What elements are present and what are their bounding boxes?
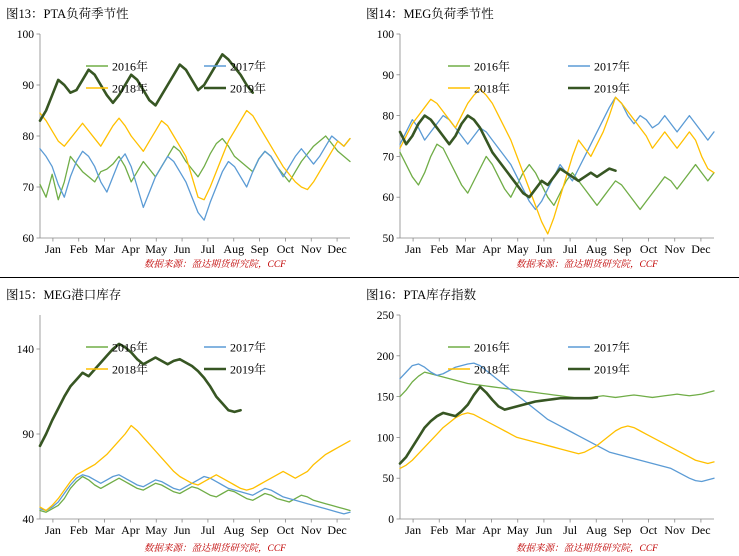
svg-text:100: 100 — [376, 29, 394, 41]
svg-text:Jan: Jan — [405, 523, 422, 537]
svg-text:90: 90 — [22, 80, 34, 92]
svg-text:Feb: Feb — [430, 242, 449, 256]
svg-text:Nov: Nov — [300, 242, 322, 256]
svg-text:Feb: Feb — [69, 523, 88, 537]
source-note-16: 数据来源：盈达期货研究院，CCF — [516, 544, 658, 554]
svg-text:70: 70 — [22, 182, 34, 194]
svg-text:Nov: Nov — [664, 242, 686, 256]
svg-text:Jan: Jan — [44, 242, 61, 256]
svg-text:2017年: 2017年 — [230, 340, 267, 355]
svg-text:2017年: 2017年 — [594, 59, 631, 74]
svg-text:150: 150 — [376, 391, 394, 404]
panel-chart-15 — [6, 285, 366, 553]
svg-text:2017年: 2017年 — [230, 59, 267, 74]
svg-text:2018年: 2018年 — [112, 362, 149, 377]
svg-text:Jun: Jun — [535, 242, 553, 256]
svg-text:Oct: Oct — [276, 242, 295, 256]
svg-text:Mar: Mar — [455, 523, 476, 537]
svg-text:Jul: Jul — [563, 523, 578, 537]
panel-title-13: 图13：PTA负荷季节性 — [6, 7, 129, 21]
svg-text:140: 140 — [16, 344, 34, 356]
panel-title-14: 图14：MEG负荷季节性 — [366, 7, 494, 21]
source-note-13: 数据来源：盈达期货研究院，CCF — [144, 260, 286, 270]
svg-text:Apr: Apr — [121, 523, 140, 537]
svg-text:Jun: Jun — [173, 523, 191, 537]
svg-text:2016年: 2016年 — [112, 340, 149, 355]
svg-text:Nov: Nov — [664, 523, 686, 537]
svg-text:Oct: Oct — [639, 523, 658, 537]
svg-text:Mar: Mar — [94, 242, 115, 256]
svg-text:Aug: Aug — [223, 242, 245, 256]
svg-text:40: 40 — [22, 514, 34, 526]
svg-text:Jun: Jun — [535, 523, 553, 537]
svg-text:2019年: 2019年 — [594, 81, 631, 96]
svg-text:Dec: Dec — [327, 523, 347, 537]
svg-text:May: May — [506, 523, 529, 537]
svg-text:200: 200 — [376, 350, 394, 363]
svg-text:Aug: Aug — [585, 242, 607, 256]
svg-text:100: 100 — [16, 29, 34, 41]
svg-text:May: May — [145, 523, 168, 537]
panel-title-16: 图16：PTA库存指数 — [366, 288, 477, 302]
svg-text:Jul: Jul — [200, 242, 215, 256]
svg-text:90: 90 — [382, 69, 394, 82]
svg-text:2018年: 2018年 — [474, 81, 511, 96]
section-divider — [0, 277, 739, 278]
svg-text:2016年: 2016年 — [474, 340, 511, 355]
svg-text:80: 80 — [382, 110, 394, 123]
svg-text:2019年: 2019年 — [230, 81, 267, 96]
svg-text:2018年: 2018年 — [112, 81, 149, 96]
svg-text:Feb: Feb — [430, 523, 449, 537]
svg-text:2019年: 2019年 — [230, 362, 267, 377]
svg-text:Sep: Sep — [613, 242, 632, 256]
svg-text:50: 50 — [382, 473, 394, 486]
svg-text:0: 0 — [388, 514, 394, 526]
svg-text:Jan: Jan — [44, 523, 61, 537]
source-note-15: 数据来源：盈达期货研究院，CCF — [144, 544, 286, 554]
svg-text:Sep: Sep — [250, 242, 269, 256]
svg-text:Jul: Jul — [200, 523, 215, 537]
svg-text:Sep: Sep — [250, 523, 269, 537]
svg-text:60: 60 — [22, 233, 34, 245]
panel-chart-13 — [6, 4, 366, 272]
svg-text:Feb: Feb — [69, 242, 88, 256]
svg-text:Dec: Dec — [691, 523, 711, 537]
svg-text:2016年: 2016年 — [112, 59, 149, 74]
svg-text:250: 250 — [376, 310, 394, 322]
svg-text:Oct: Oct — [639, 242, 658, 256]
svg-text:70: 70 — [382, 151, 394, 164]
panel-title-15: 图15：MEG港口库存 — [6, 288, 122, 302]
chart-meg-load-seasonality — [366, 24, 731, 272]
svg-text:Oct: Oct — [276, 523, 295, 537]
svg-text:60: 60 — [382, 192, 394, 205]
svg-text:Sep: Sep — [613, 523, 632, 537]
svg-text:Mar: Mar — [94, 523, 115, 537]
svg-text:50: 50 — [382, 233, 394, 245]
chart-pta-inventory-index — [366, 305, 731, 553]
svg-text:Mar: Mar — [455, 242, 476, 256]
svg-text:Jan: Jan — [405, 242, 422, 256]
source-note-14: 数据来源：盈达期货研究院，CCF — [516, 260, 658, 270]
svg-text:Aug: Aug — [585, 523, 607, 537]
svg-text:2016年: 2016年 — [474, 59, 511, 74]
svg-text:May: May — [506, 242, 529, 256]
svg-text:2017年: 2017年 — [594, 340, 631, 355]
svg-text:Apr: Apr — [121, 242, 140, 256]
svg-text:Jun: Jun — [173, 242, 191, 256]
svg-text:Dec: Dec — [691, 242, 711, 256]
svg-text:2018年: 2018年 — [474, 362, 511, 377]
svg-text:May: May — [145, 242, 168, 256]
svg-text:Aug: Aug — [223, 523, 245, 537]
svg-text:100: 100 — [376, 432, 394, 445]
svg-text:90: 90 — [22, 429, 34, 441]
panel-chart-14 — [366, 4, 731, 272]
svg-text:Apr: Apr — [482, 523, 501, 537]
svg-text:Nov: Nov — [300, 523, 322, 537]
panel-chart-16 — [366, 285, 731, 553]
chart-meg-port-inventory — [6, 305, 366, 553]
svg-text:Dec: Dec — [327, 242, 347, 256]
svg-text:2019年: 2019年 — [594, 362, 631, 377]
svg-text:Jul: Jul — [563, 242, 578, 256]
chart-pta-load-seasonality — [6, 24, 366, 272]
svg-text:80: 80 — [22, 131, 34, 143]
svg-text:Apr: Apr — [482, 242, 501, 256]
